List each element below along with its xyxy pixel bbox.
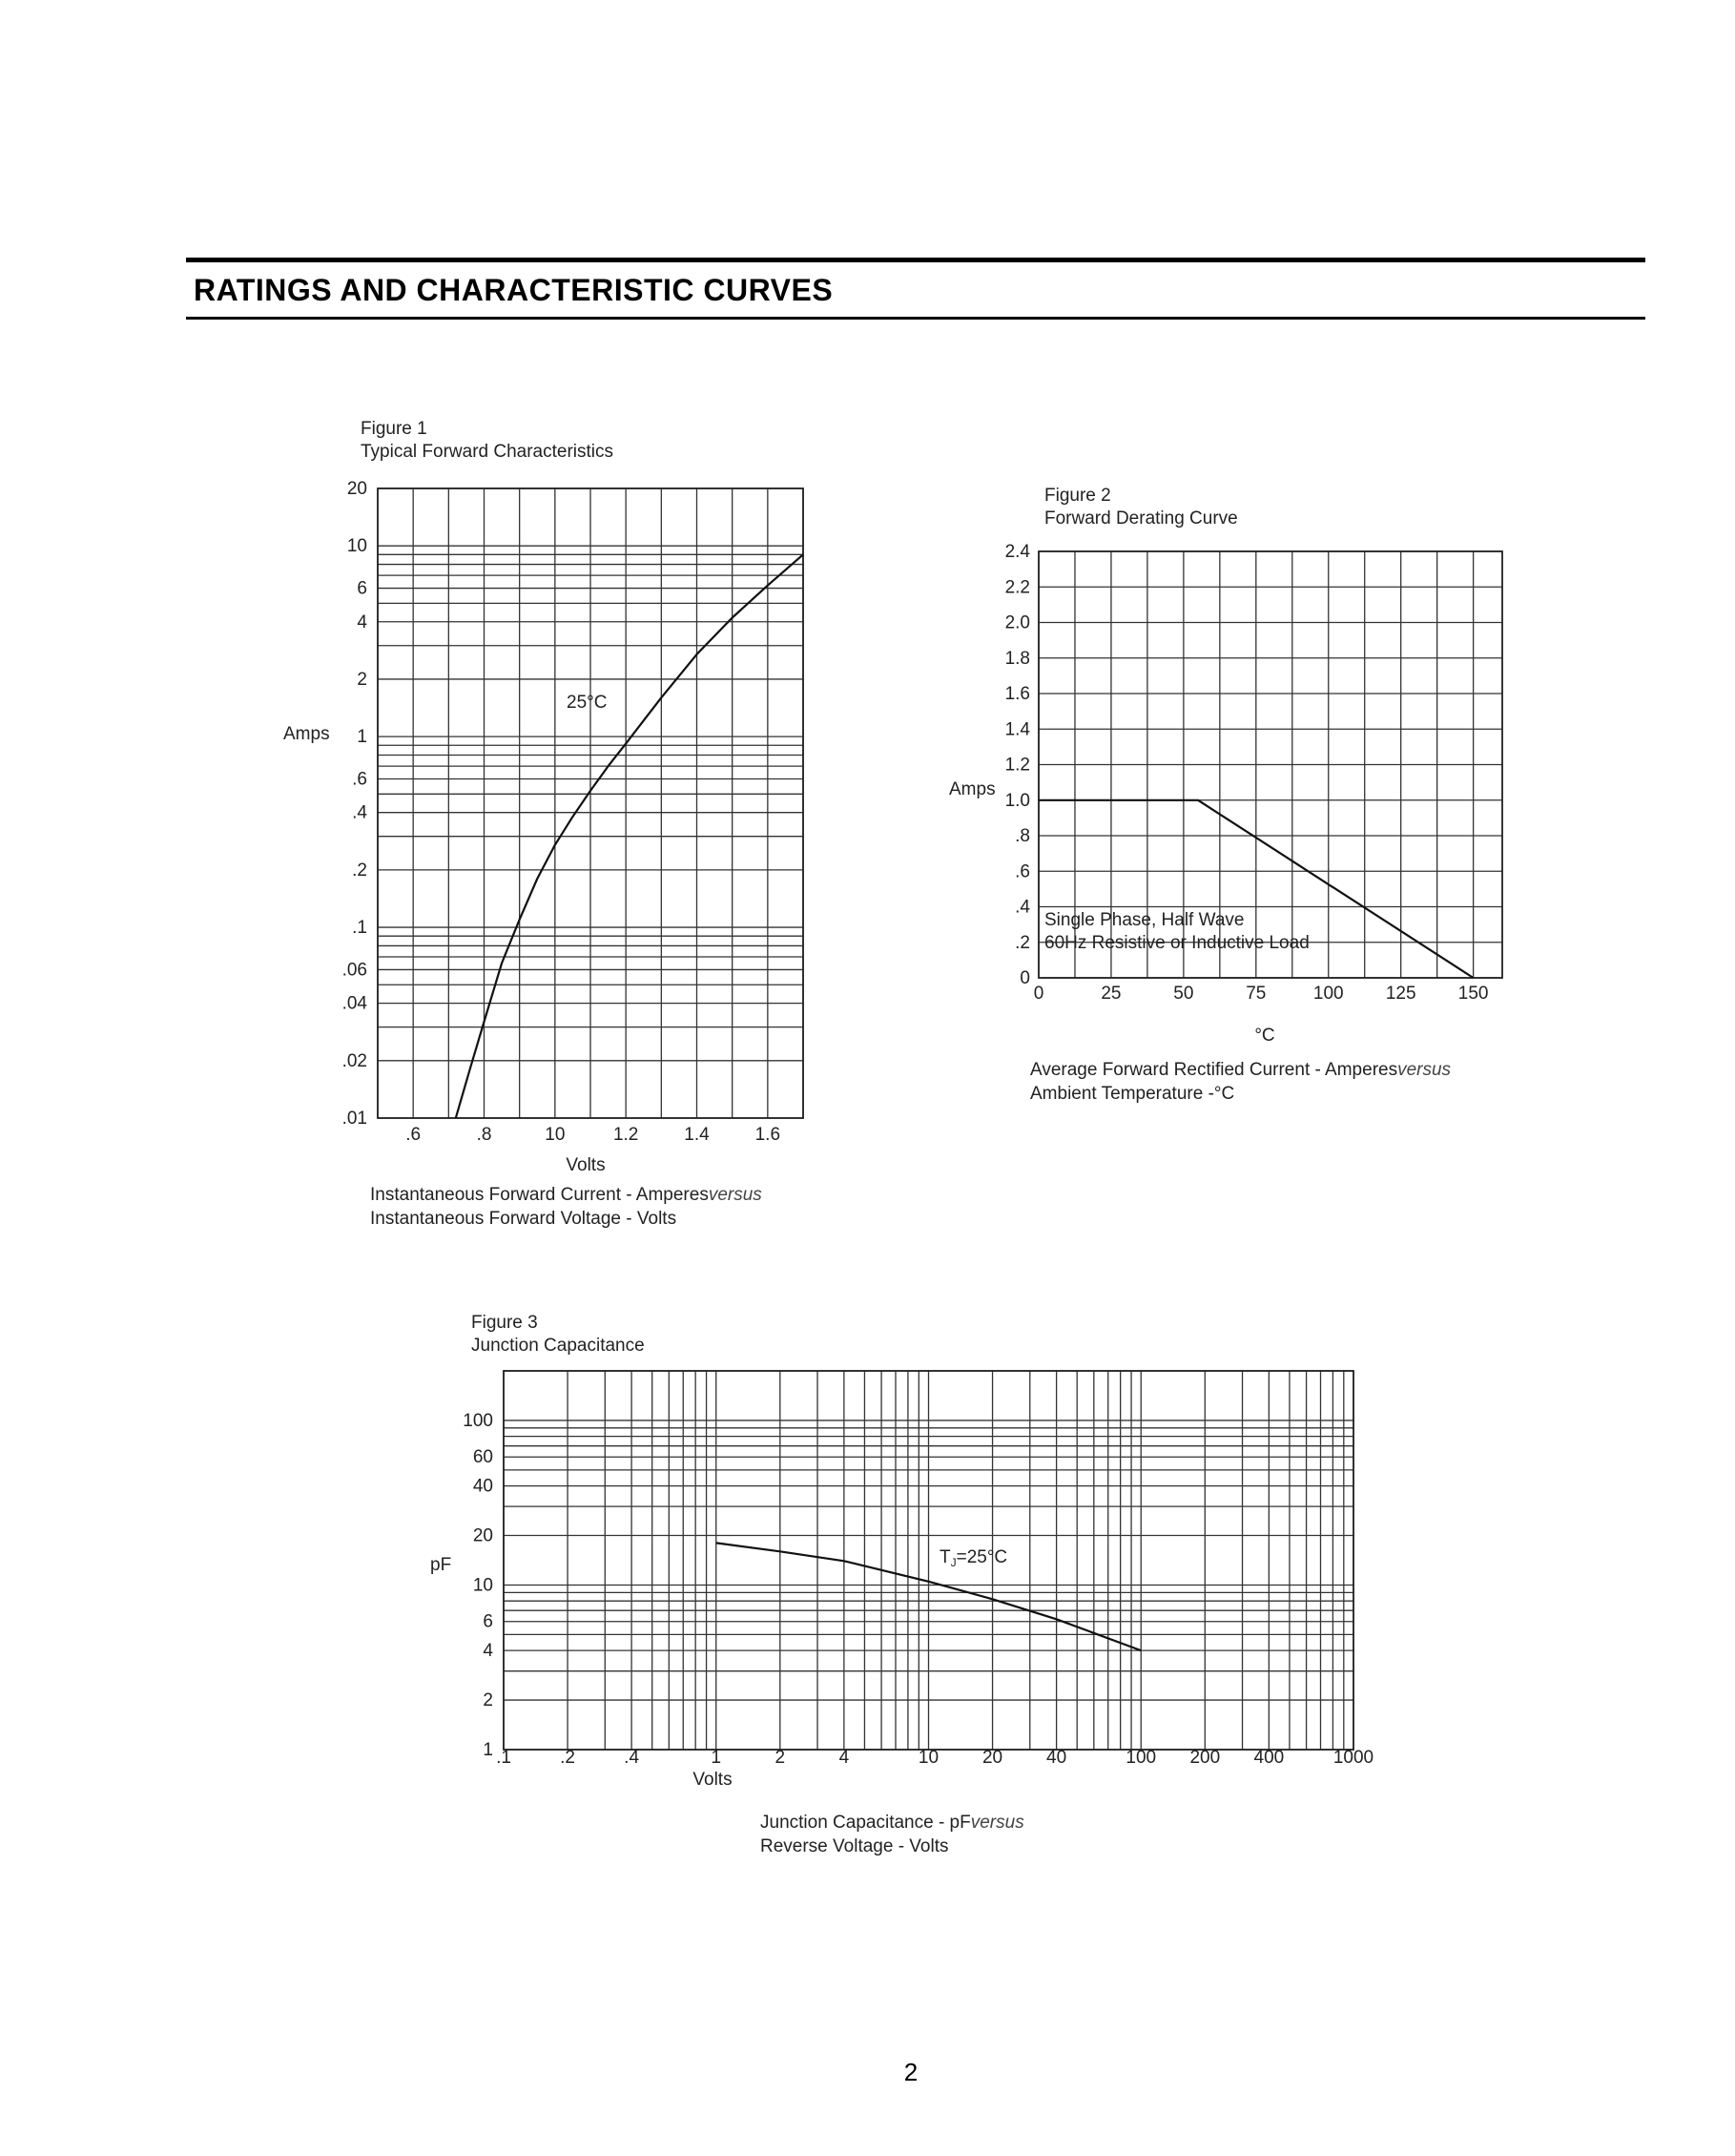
- fig3-x-tick-label: 1000: [1332, 1748, 1374, 1768]
- fig2-figure-label: Figure 2: [1044, 486, 1111, 506]
- fig3-y-tick-label: 6: [483, 1611, 493, 1632]
- fig3-y-tick-label: 2: [483, 1690, 493, 1711]
- fig3-y-tick-label: 1: [483, 1740, 493, 1760]
- fig2-x-tick-label: 0: [1033, 984, 1044, 1004]
- fig3-x-tick-label: 20: [981, 1748, 1003, 1768]
- fig1-title: Typical Forward Characteristics: [361, 442, 614, 462]
- fig2-annotation: Single Phase, Half Wave: [1044, 910, 1245, 930]
- fig2-x-tick-label: 100: [1312, 984, 1344, 1004]
- fig2-x-tick-label: 125: [1385, 984, 1416, 1004]
- fig2-x-tick-label: 75: [1246, 984, 1267, 1004]
- fig1-caption-line-1: Instantaneous Forward Current - Amperesversus: [370, 1185, 762, 1205]
- fig3-y-tick-label: 100: [463, 1410, 493, 1431]
- fig1-x-tick-label: 10: [545, 1125, 566, 1145]
- fig3-series-label: $T_J=25^\circ C$: [940, 1547, 1008, 1569]
- fig2-y-tick-label: 1.8: [1004, 648, 1030, 669]
- fig1-caption-line-2: Instantaneous Forward Voltage - Volts: [370, 1209, 677, 1229]
- fig3-figure-label: Figure 3: [471, 1313, 538, 1333]
- fig1-y-tick-label: .01: [341, 1109, 367, 1129]
- fig3-y-tick-label: 60: [472, 1447, 493, 1468]
- fig2-y-tick-label: .4: [1015, 897, 1030, 918]
- fig2-y-tick-label: .6: [1015, 861, 1030, 882]
- fig3-y-tick-label: 40: [472, 1476, 493, 1497]
- fig1-x-tick-label: 1.4: [684, 1125, 710, 1145]
- fig1-y-axis-label: Amps: [283, 724, 330, 744]
- fig1-x-tick-label: .6: [405, 1125, 422, 1145]
- fig1-y-tick-label: .2: [352, 860, 367, 881]
- fig1-y-tick-label: 1: [357, 727, 367, 748]
- fig3-x-tick-label: 2: [775, 1748, 786, 1768]
- fig2-caption-line-1: Average Forward Rectified Current - Amperesversus: [1030, 1060, 1452, 1080]
- fig1-x-tick-label: .8: [476, 1125, 492, 1145]
- fig3-x-tick-label: .4: [624, 1748, 640, 1768]
- fig1-y-tick-label: .6: [352, 769, 367, 790]
- fig2-caption-line-2: Ambient Temperature -°C: [1030, 1084, 1235, 1104]
- fig3-grid: [504, 1371, 1353, 1750]
- fig3-caption-line-2: Reverse Voltage - Volts: [760, 1836, 949, 1856]
- fig2-y-tick-label: .8: [1015, 826, 1030, 846]
- fig3-y-axis-label: pF: [430, 1555, 452, 1575]
- fig1-y-tick-label: 4: [357, 612, 367, 632]
- fig1-y-tick-label: .04: [341, 993, 367, 1014]
- fig3-y-tick-label: 20: [472, 1525, 493, 1546]
- fig2-chart: [949, 486, 1502, 1104]
- fig2-x-tick-label: 25: [1101, 984, 1122, 1004]
- fig1-x-axis-label: Volts: [566, 1155, 606, 1175]
- fig3-x-tick-label: 10: [918, 1748, 940, 1768]
- fig3-x-tick-label: 400: [1253, 1748, 1285, 1768]
- fig3-x-tick-label: 200: [1189, 1748, 1221, 1768]
- fig3-x-tick-label: .1: [496, 1748, 511, 1768]
- fig3-x-tick-label: 1: [711, 1748, 722, 1768]
- fig3-x-tick-label: 4: [838, 1748, 850, 1768]
- fig2-y-tick-label: 2.0: [1004, 612, 1030, 633]
- fig3-caption-line-1: Junction Capacitance - pFversus: [760, 1813, 1024, 1833]
- fig1-y-tick-label: 20: [346, 479, 367, 499]
- fig2-y-tick-label: 1.4: [1004, 719, 1030, 740]
- fig2-x-tick-label: 50: [1173, 984, 1194, 1004]
- fig1-y-tick-label: 6: [357, 578, 367, 599]
- fig2-y-tick-label: 2.4: [1004, 542, 1030, 562]
- fig3-y-tick-label: 10: [472, 1575, 493, 1596]
- fig1-x-tick-label: 1.6: [754, 1125, 781, 1145]
- fig2-title: Forward Derating Curve: [1044, 508, 1238, 529]
- fig2-annotation: 60Hz Resistive or Inductive Load: [1044, 933, 1310, 953]
- fig2-x-axis-label: °C: [1254, 1026, 1275, 1046]
- page-number: 2: [903, 2058, 919, 2086]
- fig1-y-tick-label: .4: [352, 802, 367, 823]
- fig2-y-tick-label: 1.6: [1004, 684, 1030, 704]
- fig3-x-tick-label: 40: [1046, 1748, 1067, 1768]
- fig1-x-tick-label: 1.2: [612, 1125, 639, 1145]
- fig1-y-tick-label: .1: [352, 918, 367, 939]
- fig1-grid: [378, 488, 803, 1118]
- fig3-y-tick-label: 4: [483, 1641, 493, 1662]
- fig2-y-tick-label: 1.0: [1004, 790, 1030, 811]
- fig3-x-axis-label: Volts: [692, 1770, 733, 1790]
- fig3-title: Junction Capacitance: [471, 1336, 645, 1356]
- fig1-chart: [283, 419, 803, 1229]
- fig3-chart: [430, 1313, 1374, 1856]
- fig1-y-tick-label: 10: [346, 536, 367, 557]
- fig3-x-tick-label: .2: [560, 1748, 575, 1768]
- fig1-y-tick-label: 2: [357, 669, 367, 690]
- fig2-x-tick-label: 150: [1457, 984, 1489, 1004]
- page-title: RATINGS AND CHARACTERISTIC CURVES: [194, 273, 834, 307]
- fig1-series-label: 25°C: [567, 693, 608, 713]
- fig2-y-tick-label: 1.2: [1004, 755, 1030, 776]
- fig1-y-tick-label: .02: [341, 1050, 367, 1071]
- fig1-y-tick-label: .06: [341, 960, 367, 981]
- fig2-y-tick-label: .2: [1015, 932, 1030, 953]
- fig1-figure-label: Figure 1: [361, 419, 427, 439]
- fig2-y-tick-label: 0: [1020, 968, 1030, 988]
- fig2-y-axis-label: Amps: [949, 779, 996, 799]
- fig2-y-tick-label: 2.2: [1004, 577, 1030, 598]
- fig3-x-tick-label: 100: [1126, 1748, 1157, 1768]
